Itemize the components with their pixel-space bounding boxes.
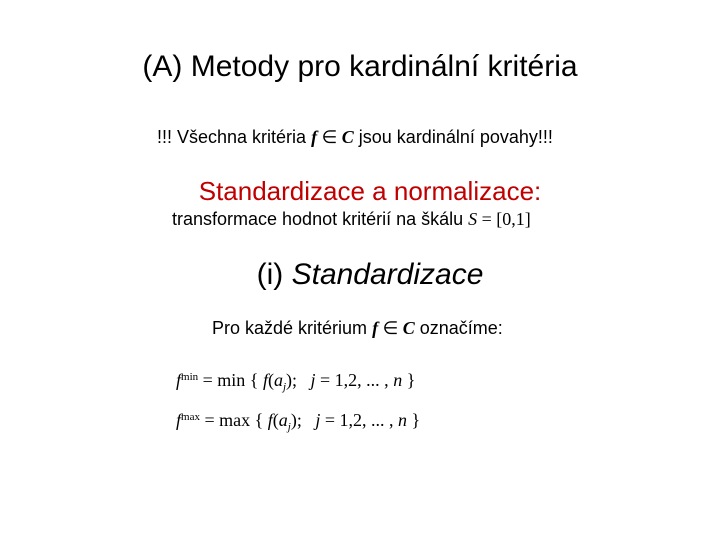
- intro-element-of-symbol: ∈: [317, 127, 342, 147]
- formula-min-fa: f: [262, 370, 268, 390]
- formula-max-fa: f: [267, 410, 273, 430]
- formula-min-range: = 1,2, ... ,: [315, 370, 394, 390]
- section-prefix: (i): [256, 258, 292, 291]
- scale-S-symbol: S: [468, 209, 478, 229]
- formula-max-range: = 1,2, ... ,: [320, 410, 398, 430]
- formula-max: [176, 410, 420, 433]
- section-italic-title: Standardizace: [291, 258, 484, 291]
- formula-max-close: );: [290, 410, 316, 430]
- transformation-text: transformace hodnot kritérií na škálu: [172, 209, 469, 229]
- formula-min-n: n: [393, 370, 403, 390]
- definition-prefix: Pro každé kritérium: [212, 318, 373, 338]
- formula-max-n: n: [398, 410, 407, 430]
- formula-max-superscript: max: [181, 411, 200, 423]
- definition-suffix: označíme:: [414, 318, 503, 338]
- slide-title: (A) Metody pro kardinální kritéria: [142, 50, 578, 83]
- formula-min-end: }: [402, 370, 416, 390]
- scale-interval: = [0,1]: [477, 209, 531, 229]
- formula-max-end: }: [407, 410, 421, 430]
- formula-min-j: j: [310, 370, 316, 390]
- formula-max-a: a: [278, 410, 288, 430]
- standardization-heading: Standardizace a normalizace:: [198, 176, 542, 206]
- formula-max-f: f: [176, 410, 182, 430]
- formula-max-open: (: [272, 410, 279, 430]
- intro-prefix: !!! Všechna kritéria: [157, 127, 312, 147]
- intro-f-symbol: f: [311, 127, 318, 147]
- intro-C-symbol: C: [341, 127, 354, 147]
- formula-min-open: (: [267, 370, 274, 390]
- definition-f-symbol: f: [372, 318, 379, 338]
- formula-max-j: j: [315, 410, 321, 430]
- formula-min-subscript: j: [282, 381, 287, 393]
- formula-max-subscript: j: [287, 421, 291, 433]
- definition-element-of-symbol: ∈: [378, 318, 403, 338]
- formula-min-eq: = min {: [198, 370, 263, 390]
- formula-min-superscript: min: [181, 371, 199, 383]
- definition-line: [212, 318, 503, 339]
- formula-max-eq: = max {: [199, 410, 268, 430]
- formula-min-close: );: [286, 370, 311, 390]
- transformation-line: [172, 209, 531, 230]
- formula-min-a: a: [273, 370, 283, 390]
- formula-min: [176, 370, 415, 393]
- definition-C-symbol: C: [402, 318, 415, 338]
- section-heading: [0, 258, 720, 292]
- intro-suffix: jsou kardinální povahy!!!: [353, 127, 553, 147]
- intro-line: [157, 127, 553, 148]
- formula-min-f: f: [176, 370, 182, 390]
